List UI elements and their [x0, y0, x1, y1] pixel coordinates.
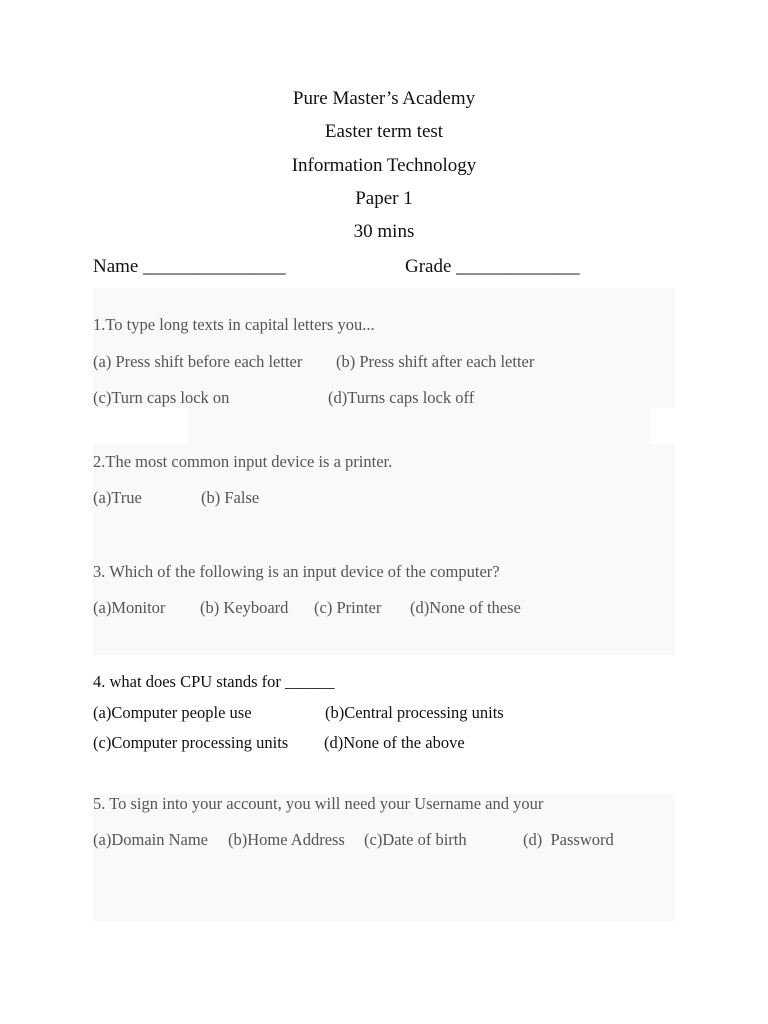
- question-3-option-c: (c) Printer: [314, 598, 382, 617]
- question-1-option-a: (a) Press shift before each letter: [93, 352, 303, 371]
- duration: 30 mins: [353, 221, 415, 242]
- name-field-label: Name _______________: [93, 256, 286, 277]
- question-2-option-b: (b) False: [201, 488, 260, 507]
- question-1-option-b: (b) Press shift after each letter: [336, 352, 535, 371]
- question-1-text: 1.To type long texts in capital letters you...: [93, 315, 375, 334]
- paper-number: Paper 1: [355, 188, 413, 209]
- question-4-option-b: (b)Central processing units: [325, 703, 504, 722]
- grade-field-label: Grade _____________: [405, 256, 580, 277]
- question-3-option-d: (d)None of these: [410, 598, 521, 617]
- question-4-text: 4. what does CPU stands for ______: [93, 672, 335, 691]
- school-name: Pure Master’s Academy: [292, 88, 476, 109]
- question-4-option-a: (a)Computer people use: [93, 703, 252, 722]
- questions-2-3-shade: [93, 444, 675, 655]
- question-3-option-b: (b) Keyboard: [200, 598, 289, 617]
- question-3-text: 3. Which of the following is an input device of the computer?: [93, 562, 500, 581]
- term-title: Easter term test: [324, 121, 444, 142]
- question-4-option-c: (c)Computer processing units: [93, 733, 289, 752]
- question-1-option-d: (d)Turns caps lock off: [328, 388, 475, 407]
- subject-title: Information Technology: [291, 155, 477, 176]
- question-5-option-c: (c)Date of birth: [364, 830, 467, 849]
- question-5-option-d: (d) Password: [523, 830, 614, 849]
- question-1-option-c: (c)Turn caps lock on: [93, 388, 230, 407]
- question-4-option-d: (d)None of the above: [324, 733, 465, 752]
- question-2-text: 2.The most common input device is a printer.: [93, 452, 393, 471]
- question-5-option-a: (a)Domain Name: [93, 830, 208, 849]
- question-5-option-b: (b)Home Address: [228, 830, 345, 849]
- question-5-text: 5. To sign into your account, you will need your Username and your: [93, 794, 544, 813]
- question-3-option-a: (a)Monitor: [93, 598, 166, 617]
- question-2-option-a: (a)True: [93, 488, 142, 507]
- question-1-shade-gap: [188, 408, 650, 444]
